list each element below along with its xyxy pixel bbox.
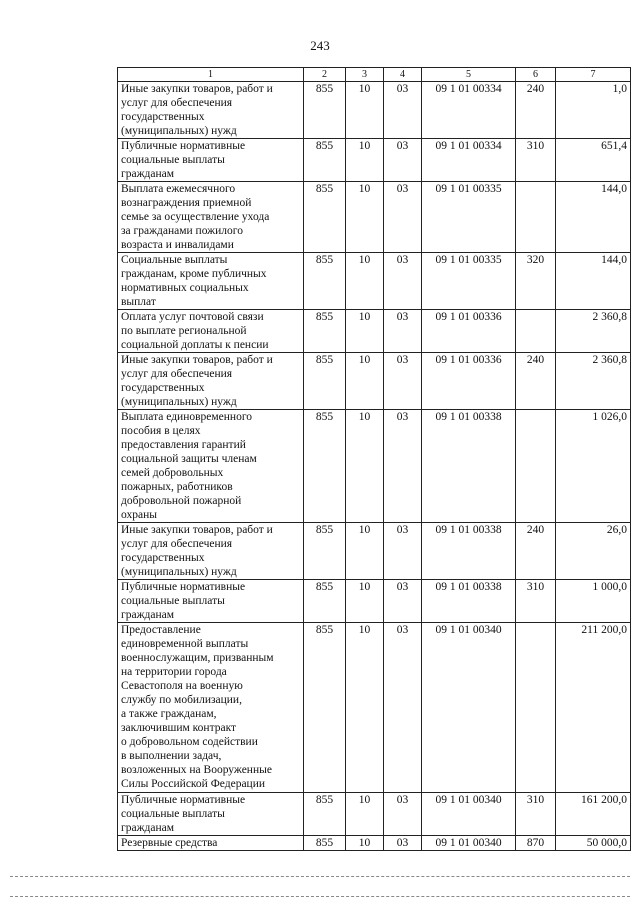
row-value-text: 240 bbox=[526, 354, 545, 366]
table-row bbox=[118, 580, 631, 623]
row-value-text: 240 bbox=[526, 83, 545, 95]
row-value-text: 10 bbox=[358, 83, 371, 95]
row-value-text: 09 1 01 00340 bbox=[435, 624, 502, 636]
row-value-text: 03 bbox=[396, 524, 409, 536]
row-name-cell bbox=[118, 182, 304, 253]
row-name-text: Иные закупки товаров, работ и услуг для обеспечения государственных (муниципальных) нужд bbox=[121, 354, 273, 408]
row-name-cell bbox=[118, 82, 304, 139]
table-row bbox=[118, 139, 631, 182]
row-sum-cell bbox=[556, 523, 631, 580]
row-name-cell bbox=[118, 523, 304, 580]
row-code-cell bbox=[304, 793, 346, 836]
row-sum-cell bbox=[556, 139, 631, 182]
row-value-text: 240 bbox=[526, 524, 545, 536]
row-name-text: Выплата ежемесячного вознаграждения приемной семье за осуществление ухода за гражданами пожилого возраста и инвалидами bbox=[121, 183, 270, 251]
row-value-text: 03 bbox=[396, 354, 409, 366]
row-sum-cell bbox=[556, 410, 631, 523]
table-row bbox=[118, 623, 631, 793]
table-row bbox=[118, 836, 631, 851]
row-name-text: Публичные нормативные социальные выплаты гражданам bbox=[121, 581, 246, 621]
row-value-text: 855 bbox=[315, 83, 334, 95]
row-value-text: 09 1 01 00334 bbox=[435, 140, 502, 152]
row-code-cell bbox=[422, 836, 516, 851]
row-value-text: 09 1 01 00338 bbox=[435, 581, 502, 593]
row-code-cell bbox=[516, 623, 556, 793]
row-code-cell bbox=[304, 623, 346, 793]
row-code-cell bbox=[384, 182, 422, 253]
row-code-cell bbox=[304, 836, 346, 851]
bottom-rule bbox=[10, 876, 630, 877]
row-name-cell bbox=[118, 139, 304, 182]
header-cell: 7 bbox=[556, 68, 631, 82]
row-sum-cell bbox=[556, 310, 631, 353]
row-sum-cell bbox=[556, 253, 631, 310]
row-code-cell bbox=[304, 523, 346, 580]
row-name-cell bbox=[118, 836, 304, 851]
row-code-cell bbox=[304, 253, 346, 310]
row-code-cell bbox=[346, 182, 384, 253]
row-code-cell bbox=[346, 410, 384, 523]
row-name-cell bbox=[118, 353, 304, 410]
row-value-text: 855 bbox=[315, 837, 334, 849]
row-code-cell bbox=[384, 580, 422, 623]
row-value-text: 310 bbox=[526, 581, 545, 593]
row-value-text: 03 bbox=[396, 311, 409, 323]
row-value-text: 310 bbox=[526, 794, 545, 806]
row-value-text: 09 1 01 00338 bbox=[435, 524, 502, 536]
row-value-text: 03 bbox=[396, 140, 409, 152]
row-name-text: Социальные выплаты гражданам, кроме публичных нормативных социальных выплат bbox=[121, 254, 267, 308]
row-sum-cell bbox=[556, 623, 631, 793]
row-code-cell bbox=[346, 523, 384, 580]
row-code-cell bbox=[346, 836, 384, 851]
row-value-text: 03 bbox=[396, 83, 409, 95]
row-value-text: 10 bbox=[358, 254, 371, 266]
header-cell: 2 bbox=[304, 68, 346, 82]
row-value-text: 870 bbox=[526, 837, 545, 849]
row-code-cell bbox=[516, 523, 556, 580]
row-value-text: 09 1 01 00335 bbox=[435, 254, 502, 266]
row-value-text: 10 bbox=[358, 411, 371, 423]
row-value-text: 50 000,0 bbox=[586, 837, 627, 849]
row-value-text: 09 1 01 00340 bbox=[435, 794, 502, 806]
row-code-cell bbox=[422, 623, 516, 793]
budget-table bbox=[117, 67, 631, 851]
row-value-text: 855 bbox=[315, 411, 334, 423]
row-code-cell bbox=[422, 253, 516, 310]
row-value-text: 10 bbox=[358, 624, 371, 636]
row-value-text: 855 bbox=[315, 140, 334, 152]
row-value-text: 03 bbox=[396, 624, 409, 636]
row-value-text: 211 200,0 bbox=[581, 624, 627, 636]
row-name-cell bbox=[118, 793, 304, 836]
row-code-cell bbox=[384, 836, 422, 851]
row-code-cell bbox=[346, 580, 384, 623]
row-code-cell bbox=[422, 580, 516, 623]
row-name-cell bbox=[118, 253, 304, 310]
row-name-text: Оплата услуг почтовой связи по выплате региональной социальной доплаты к пенсии bbox=[121, 311, 269, 351]
row-name-text: Выплата единовременного пособия в целях предоставления гарантий социальной защиты членам семей добровольных пожарных, работников добровольной пожарной охраны bbox=[121, 411, 257, 521]
row-value-text: 09 1 01 00335 bbox=[435, 183, 502, 195]
row-name-text: Предоставление единовременной выплаты военнослужащим, призванным на территории города Севастополя на военную службу по мобилизации, а также гражданам, заключившим контракт о добровольном содействии в выполнении задач, возложенных на Вооруженные Силы Российской Федерации bbox=[121, 624, 274, 790]
row-code-cell bbox=[516, 139, 556, 182]
row-value-text: 1 000,0 bbox=[592, 581, 627, 593]
row-code-cell bbox=[384, 793, 422, 836]
row-code-cell bbox=[384, 310, 422, 353]
row-code-cell bbox=[422, 139, 516, 182]
table-row bbox=[118, 410, 631, 523]
row-code-cell bbox=[516, 182, 556, 253]
row-code-cell bbox=[384, 253, 422, 310]
row-value-text: 2 360,8 bbox=[592, 311, 627, 323]
row-value-text: 03 bbox=[396, 581, 409, 593]
row-value-text: 10 bbox=[358, 794, 371, 806]
row-code-cell bbox=[422, 523, 516, 580]
table-row bbox=[118, 253, 631, 310]
row-value-text: 10 bbox=[358, 183, 371, 195]
row-name-text: Иные закупки товаров, работ и услуг для обеспечения государственных (муниципальных) нужд bbox=[121, 83, 273, 137]
row-code-cell bbox=[422, 82, 516, 139]
row-sum-cell bbox=[556, 580, 631, 623]
bottom-rule bbox=[10, 896, 630, 897]
row-value-text: 2 360,8 bbox=[592, 354, 627, 366]
row-code-cell bbox=[384, 353, 422, 410]
row-code-cell bbox=[516, 836, 556, 851]
header-cell: 1 bbox=[118, 68, 304, 82]
row-code-cell bbox=[304, 353, 346, 410]
row-value-text: 855 bbox=[315, 183, 334, 195]
row-value-text: 144,0 bbox=[601, 254, 627, 266]
row-value-text: 10 bbox=[358, 354, 371, 366]
row-code-cell bbox=[304, 580, 346, 623]
row-code-cell bbox=[384, 139, 422, 182]
row-code-cell bbox=[304, 139, 346, 182]
row-code-cell bbox=[516, 410, 556, 523]
row-code-cell bbox=[384, 623, 422, 793]
row-code-cell bbox=[346, 253, 384, 310]
row-value-text: 855 bbox=[315, 794, 334, 806]
table-row bbox=[118, 82, 631, 139]
row-code-cell bbox=[384, 82, 422, 139]
row-code-cell bbox=[304, 410, 346, 523]
row-value-text: 03 bbox=[396, 837, 409, 849]
row-value-text: 855 bbox=[315, 524, 334, 536]
row-name-cell bbox=[118, 623, 304, 793]
row-value-text: 651,4 bbox=[601, 140, 627, 152]
row-sum-cell bbox=[556, 353, 631, 410]
row-value-text: 1 026,0 bbox=[592, 411, 627, 423]
row-sum-cell bbox=[556, 182, 631, 253]
row-code-cell bbox=[346, 793, 384, 836]
row-code-cell bbox=[304, 310, 346, 353]
row-value-text: 09 1 01 00338 bbox=[435, 411, 502, 423]
row-code-cell bbox=[384, 523, 422, 580]
row-value-text: 09 1 01 00340 bbox=[435, 837, 502, 849]
row-code-cell bbox=[422, 310, 516, 353]
row-sum-cell bbox=[556, 836, 631, 851]
table-row bbox=[118, 793, 631, 836]
row-value-text: 03 bbox=[396, 411, 409, 423]
row-value-text: 1,0 bbox=[612, 83, 627, 95]
row-value-text: 26,0 bbox=[606, 524, 627, 536]
row-value-text: 855 bbox=[315, 311, 334, 323]
row-value-text: 855 bbox=[315, 354, 334, 366]
table-row bbox=[118, 523, 631, 580]
row-name-text: Резервные средства bbox=[121, 837, 218, 849]
row-value-text: 10 bbox=[358, 581, 371, 593]
row-code-cell bbox=[304, 182, 346, 253]
row-value-text: 855 bbox=[315, 581, 334, 593]
row-name-text: Иные закупки товаров, работ и услуг для обеспечения государственных (муниципальных) нужд bbox=[121, 524, 273, 578]
row-sum-cell bbox=[556, 82, 631, 139]
row-code-cell bbox=[346, 353, 384, 410]
row-code-cell bbox=[384, 410, 422, 523]
row-value-text: 09 1 01 00336 bbox=[435, 311, 502, 323]
row-code-cell bbox=[422, 793, 516, 836]
header-cell: 4 bbox=[384, 68, 422, 82]
row-code-cell bbox=[516, 82, 556, 139]
row-value-text: 320 bbox=[526, 254, 545, 266]
row-name-cell bbox=[118, 410, 304, 523]
header-cell: 5 bbox=[422, 68, 516, 82]
row-code-cell bbox=[516, 310, 556, 353]
row-value-text: 10 bbox=[358, 524, 371, 536]
row-code-cell bbox=[516, 580, 556, 623]
row-value-text: 09 1 01 00334 bbox=[435, 83, 502, 95]
row-sum-cell bbox=[556, 793, 631, 836]
row-value-text: 10 bbox=[358, 837, 371, 849]
row-code-cell bbox=[346, 310, 384, 353]
row-value-text: 10 bbox=[358, 140, 371, 152]
row-value-text: 03 bbox=[396, 254, 409, 266]
header-cell: 3 bbox=[346, 68, 384, 82]
row-code-cell bbox=[304, 82, 346, 139]
header-cell: 6 bbox=[516, 68, 556, 82]
table-row bbox=[118, 310, 631, 353]
row-code-cell bbox=[516, 253, 556, 310]
row-code-cell bbox=[346, 623, 384, 793]
page-number: 243 bbox=[310, 38, 330, 53]
row-value-text: 161 200,0 bbox=[581, 794, 627, 806]
table-row bbox=[118, 182, 631, 253]
row-name-text: Публичные нормативные социальные выплаты гражданам bbox=[121, 140, 246, 180]
row-value-text: 310 bbox=[526, 140, 545, 152]
row-value-text: 10 bbox=[358, 311, 371, 323]
row-value-text: 09 1 01 00336 bbox=[435, 354, 502, 366]
row-code-cell bbox=[346, 139, 384, 182]
row-code-cell bbox=[516, 353, 556, 410]
row-value-text: 855 bbox=[315, 254, 334, 266]
row-name-cell bbox=[118, 580, 304, 623]
row-code-cell bbox=[422, 410, 516, 523]
row-code-cell bbox=[516, 793, 556, 836]
row-value-text: 144,0 bbox=[601, 183, 627, 195]
row-code-cell bbox=[422, 353, 516, 410]
table-row bbox=[118, 353, 631, 410]
table-header-row bbox=[118, 68, 631, 82]
row-name-text: Публичные нормативные социальные выплаты гражданам bbox=[121, 794, 246, 834]
row-name-cell bbox=[118, 310, 304, 353]
row-code-cell bbox=[422, 182, 516, 253]
row-code-cell bbox=[346, 82, 384, 139]
row-value-text: 855 bbox=[315, 624, 334, 636]
row-value-text: 03 bbox=[396, 794, 409, 806]
row-value-text: 03 bbox=[396, 183, 409, 195]
